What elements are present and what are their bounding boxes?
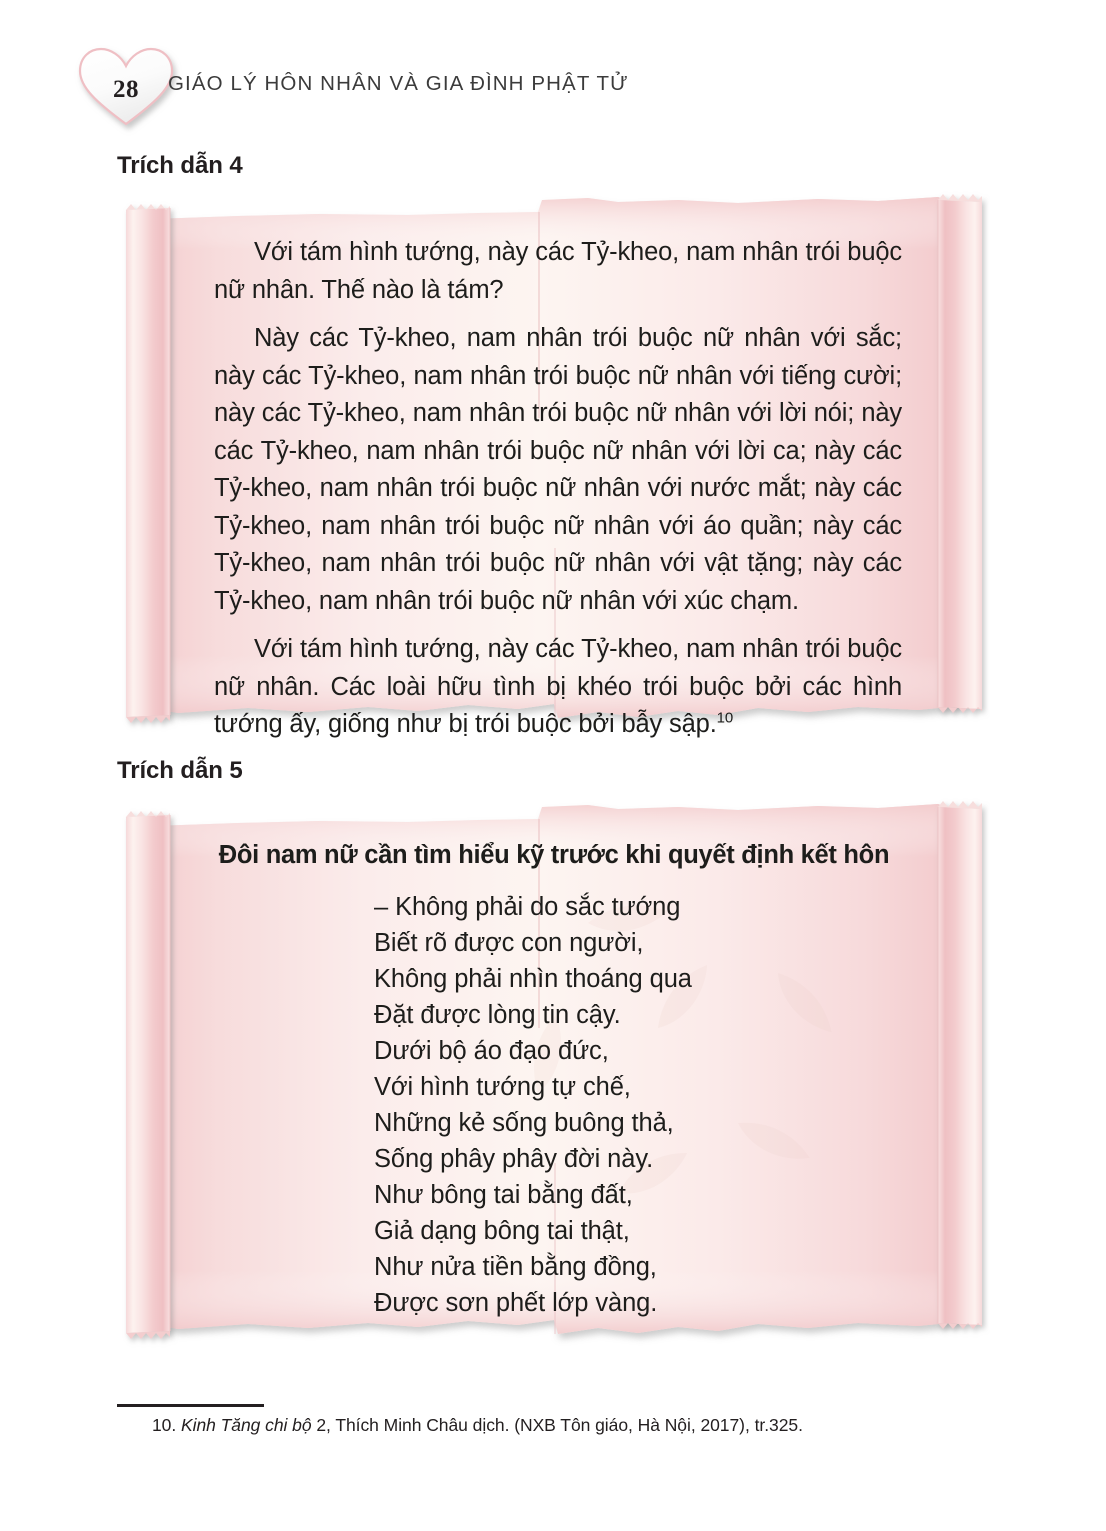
verse-title: Đôi nam nữ cần tìm hiểu kỹ trước khi quyết định kết hôn (218, 841, 890, 869)
verse-line: Sống phây phây đời này. (374, 1145, 654, 1173)
quote-text-4 (214, 234, 902, 744)
section-label-5: Trích dẫn 5 (117, 757, 243, 784)
verse-line: Với hình tướng tự chế, (374, 1073, 631, 1101)
verse-line: Giả dạng bông tai thật, (374, 1217, 630, 1245)
quote-paragraph-with-footnote (214, 631, 902, 744)
scroll-content-4 (196, 188, 912, 738)
verse-line: Biết rõ được con người, (374, 929, 644, 957)
quote-paragraph: Này các Tỷ-kheo, nam nhân trói buộc nữ nhân với sắc; này các Tỷ-kheo, nam nhân trói buộc nữ nhân với tiếng cười; này các Tỷ-kheo, nam nhân trói buộc nữ nhân với lời nói; này các Tỷ-kheo, nam nhân trói buộc nữ nhân với lời ca; này các Tỷ-kheo, nam nhân trói buộc nữ nhân với nước mắt; này các Tỷ-kheo, nam nhân trói buộc nữ nhân với áo quần; này các Tỷ-kheo, nam nhân trói buộc nữ nhân với vật tặng; này các Tỷ-kheo, nam nhân trói buộc nữ nhân với xúc chạm. (214, 324, 902, 615)
heart-icon (78, 46, 174, 130)
running-head-title: GIÁO LÝ HÔN NHÂN VÀ GIA ĐÌNH PHẬT TỬ (168, 72, 629, 95)
verse-lines (374, 889, 692, 1321)
verse-line: Dưới bộ áo đạo đức, (374, 1037, 609, 1065)
footnote-source-title: Kinh Tăng chi bộ (181, 1415, 312, 1435)
scroll-panel-quote-4 (118, 188, 990, 738)
verse-line: – Không phải do sắc tướng (374, 893, 681, 921)
footnote-citation-rest: 2, Thích Minh Châu dịch. (NXB Tôn giáo, Hà Nội, 2017), tr.325. (311, 1415, 803, 1435)
footnote-10 (152, 1415, 803, 1436)
verse-line: Như nửa tiền bằng đồng, (374, 1253, 657, 1281)
verse-line: Những kẻ sống buông thả, (374, 1109, 674, 1137)
page-number: 28 (113, 76, 139, 103)
footnote-number: 10. (152, 1415, 177, 1435)
scroll-content-5 (196, 793, 912, 1349)
verse-line: Đặt được lòng tin cậy. (374, 1001, 621, 1029)
footnote-separator-rule (117, 1404, 264, 1407)
scroll-panel-quote-5 (118, 793, 990, 1349)
verse-line: Không phải nhìn thoáng qua (374, 965, 692, 993)
page-header (0, 46, 1106, 136)
verse-line: Được sơn phết lớp vàng. (374, 1289, 658, 1317)
verse-line: Như bông tai bằng đất, (374, 1181, 633, 1209)
section-label-4: Trích dẫn 4 (117, 152, 243, 179)
quote-paragraph-text: Với tám hình tướng, này các Tỷ-kheo, nam nhân trói buộc nữ nhân. Các loài hữu tình bị khéo trói buộc bởi các hình tướng ấy, giống như bị trói buộc bởi bẫy sập. (214, 635, 902, 738)
quote-paragraph: Với tám hình tướng, này các Tỷ-kheo, nam nhân trói buộc nữ nhân. Thế nào là tám? (214, 238, 902, 304)
footnote-reference-10[interactable]: 10 (716, 709, 734, 727)
